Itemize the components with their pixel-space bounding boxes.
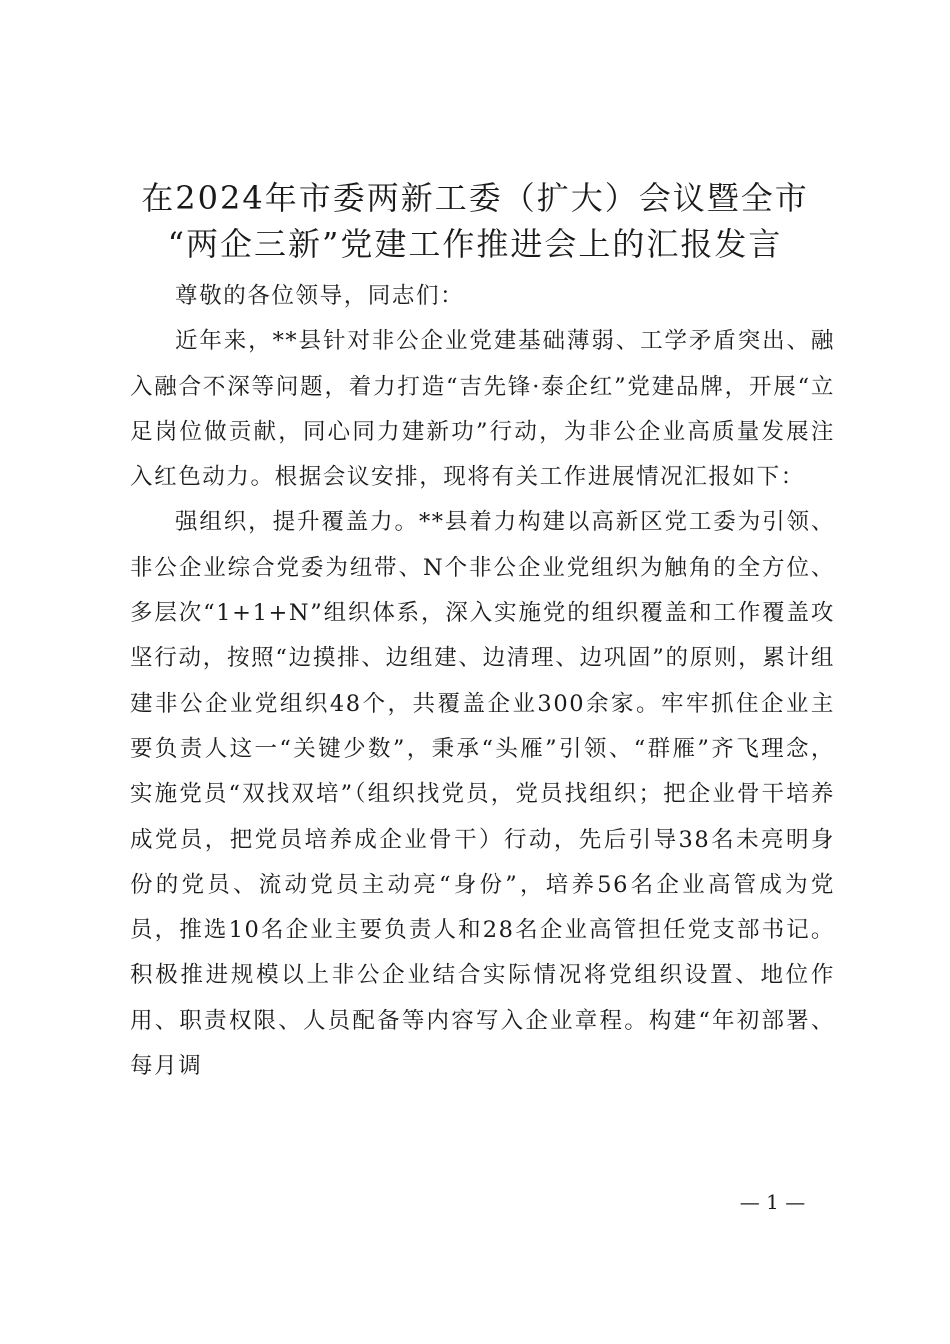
page-number: — 1 — <box>739 1190 806 1214</box>
paragraph-organization: 强组织，提升覆盖力。**县着力构建以高新区党工委为引领、非公企业综合党委为纽带、N个非公企业党组织为触角的全方位、多层次“1+1+N”组织体系，深入实施党的组织覆盖和工作覆盖攻坚行动，按照“边摸排、边组建、边清理、边巩固”的原则，累计组建非公企业党组织48个，共覆盖企业300余家。牢牢抓住企业主要负责人这一“关键少数”，秉承“头雁”引领、“群雁”齐飞理念，实施党员“双找双培”（组织找党员，党员找组织；把企业骨干培养成党员，把党员培养成企业骨干）行动，先后引导38名未亮明身份的党员、流动党员主动亮“身份”，培养56名企业高管成为党员，推选10名企业主要负责人和28名企业高管担任党支部书记。积极推进规模以上非公企业结合实际情况将党组织设置、地位作用、职责权限、人员配备等内容写入企业章程。构建“年初部署、每月调 <box>130 509 835 1080</box>
paragraph-intro: 近年来，**县针对非公企业党建基础薄弱、工学矛盾突出、融入融合不深等问题，着力打造“吉先锋·泰企红”党建品牌，开展“立足岗位做贡献，同心同力建新功”行动，为非公企业高质量发展注入红色动力。根据会议安排，现将有关工作进展情况汇报如下： <box>130 328 835 491</box>
document-title-line-1: 在2024年市委两新工委（扩大）会议暨全市 <box>141 179 809 217</box>
salutation: 尊敬的各位领导，同志们： <box>175 283 465 309</box>
document-title-line-2: “两企三新”党建工作推进会上的汇报发言 <box>167 225 783 263</box>
document-body <box>130 274 835 1089</box>
